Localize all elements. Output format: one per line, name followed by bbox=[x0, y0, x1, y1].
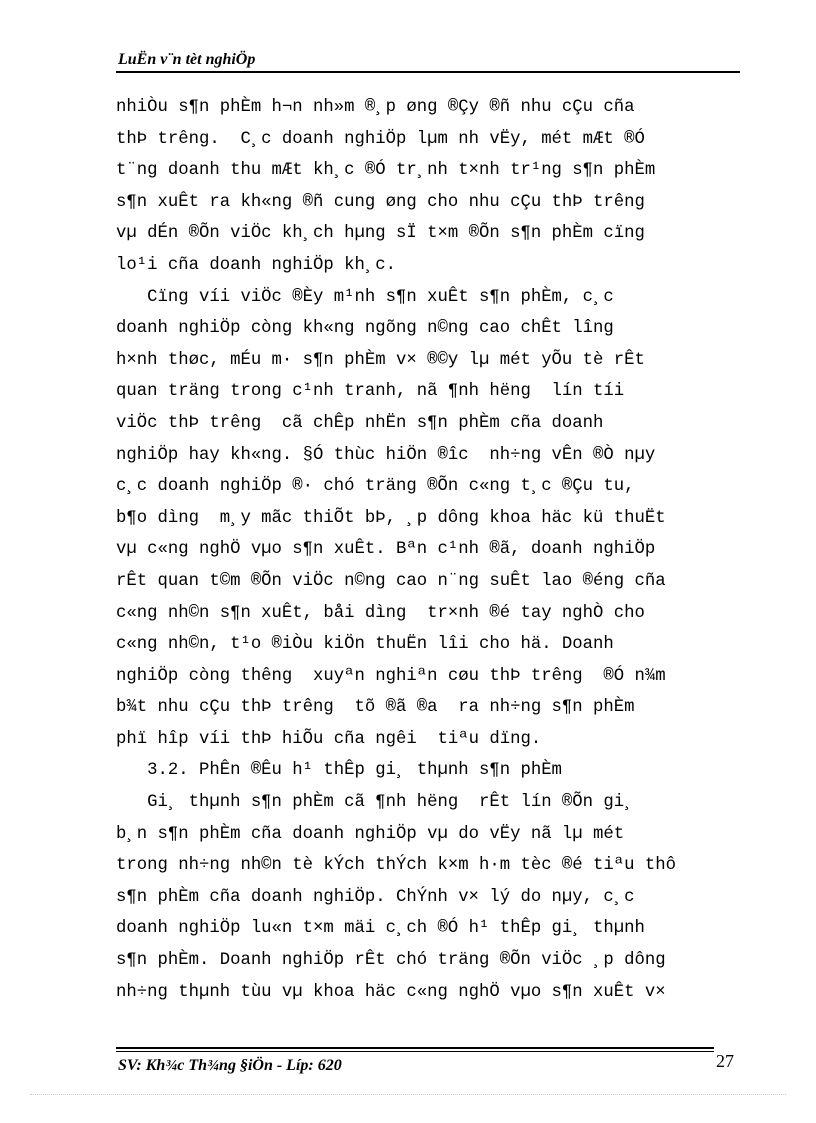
text-line: h×nh thøc, mÉu m· s¶n phÈm v× ®©y lµ mét yÕu tè rÊt bbox=[116, 350, 645, 370]
page-bottom-border bbox=[30, 1094, 786, 1095]
text-line: phï hîp víi thÞ hiÕu cña ngêi tiªu dïng. bbox=[116, 729, 542, 749]
text-line: b¾t nhu cÇu thÞ trêng tõ ®ã ®a ra nh÷ng s¶n phÈm bbox=[116, 698, 635, 718]
text-line: c«ng nh©n, t¹o ®iÒu kiÖn thuËn lîi cho hä. Doanh bbox=[116, 635, 614, 655]
text-line: nghiÖp còng thêng xuyªn nghiªn cøu thÞ trêng ®Ó n¾m bbox=[116, 666, 666, 686]
text-line: 3.2. PhÊn ®Êu h¹ thÊp gi¸ thµnh s¶n phÈm bbox=[116, 761, 562, 781]
footer-student-info: SV: Kh¾c Th¾ng §iÖn - Líp: 620 bbox=[118, 1057, 342, 1074]
text-line: viÖc thÞ trêng cã chÊp nhËn s¶n phÈm cña doanh bbox=[116, 413, 604, 433]
text-line: doanh nghiÖp còng kh«ng ngõng n©ng cao chÊt lîng bbox=[116, 319, 625, 339]
text-line: lo¹i cña doanh nghiÖp kh¸c. bbox=[116, 255, 397, 275]
text-line: b¶o dìng m¸y mãc thiÕt bÞ, ¸p dông khoa häc kü thuËt bbox=[116, 508, 666, 528]
header-rule bbox=[116, 71, 740, 73]
text-line: s¶n phÈm. Doanh nghiÖp rÊt chó träng ®Õn viÖc ¸p dông bbox=[116, 951, 666, 971]
text-line: thÞ trêng. C¸c doanh nghiÖp lµm nh vËy, mét mÆt ®Ó bbox=[116, 129, 645, 149]
text-line: c«ng nh©n s¶n xuÊt, båi dìng tr×nh ®é tay nghÒ cho bbox=[116, 603, 645, 623]
text-line: rÊt quan t©m ®Õn viÖc n©ng cao n¨ng suÊt lao ®éng cña bbox=[116, 571, 666, 591]
text-line: nghiÖp hay kh«ng. §Ó thùc hiÖn ®îc nh÷ng vÊn ®Ò nµy bbox=[116, 445, 656, 465]
text-line: t¨ng doanh thu mÆt kh¸c ®Ó tr¸nh t×nh tr¹ng s¶n phÈm bbox=[116, 161, 656, 181]
text-line: c¸c doanh nghiÖp ®· chó träng ®Õn c«ng t¸c ®Çu tu, bbox=[116, 477, 635, 497]
body-text bbox=[116, 92, 746, 1008]
text-line: s¶n phÈm cña doanh nghiÖp. ChÝnh v× lý do nµy, c¸c bbox=[116, 887, 635, 907]
text-line: vµ dÉn ®Õn viÖc kh¸ch hµng sÏ t×m ®Õn s¶n phÈm cïng bbox=[116, 224, 645, 244]
header-title: LuËn v¨n tèt nghiÖp bbox=[118, 51, 256, 68]
text-line: s¶n xuÊt ra kh«ng ®ñ cung øng cho nhu cÇu thÞ trêng bbox=[116, 192, 656, 212]
text-line: quan träng trong c¹nh tranh, nã ¶nh hëng lín tíi bbox=[116, 382, 625, 402]
footer-rule-thin bbox=[116, 1051, 714, 1052]
text-line: vµ c«ng nghÖ vµo s¶n xuÊt. Bªn c¹nh ®ã, doanh nghiÖp bbox=[116, 540, 656, 560]
text-line: nhiÒu s¶n phÈm h¬n nh»m ®¸p øng ®Çy ®ñ nhu cÇu cña bbox=[116, 98, 635, 117]
text-line: doanh nghiÖp lu«n t×m mäi c¸ch ®Ó h¹ thÊp gi¸ thµnh bbox=[116, 919, 645, 939]
footer-rule bbox=[116, 1047, 714, 1049]
text-line: b¸n s¶n phÈm cña doanh nghiÖp vµ do vËy nã lµ mét bbox=[116, 824, 625, 844]
page-number: 27 bbox=[716, 1051, 734, 1071]
text-line: trong nh÷ng nh©n tè kÝch thÝch k×m h·m tèc ®é tiªu thô bbox=[116, 856, 677, 876]
page-header bbox=[116, 50, 740, 73]
text-line: Cïng víi viÖc ®Èy m¹nh s¶n xuÊt s¶n phÈm, c¸c bbox=[116, 287, 614, 307]
text-line: nh÷ng thµnh tùu vµ khoa häc c«ng nghÖ vµo s¶n xuÊt v× bbox=[116, 982, 666, 1002]
text-line: Gi¸ thµnh s¶n phÈm cã ¶nh hëng rÊt lín ®Õn gi¸ bbox=[116, 793, 635, 813]
